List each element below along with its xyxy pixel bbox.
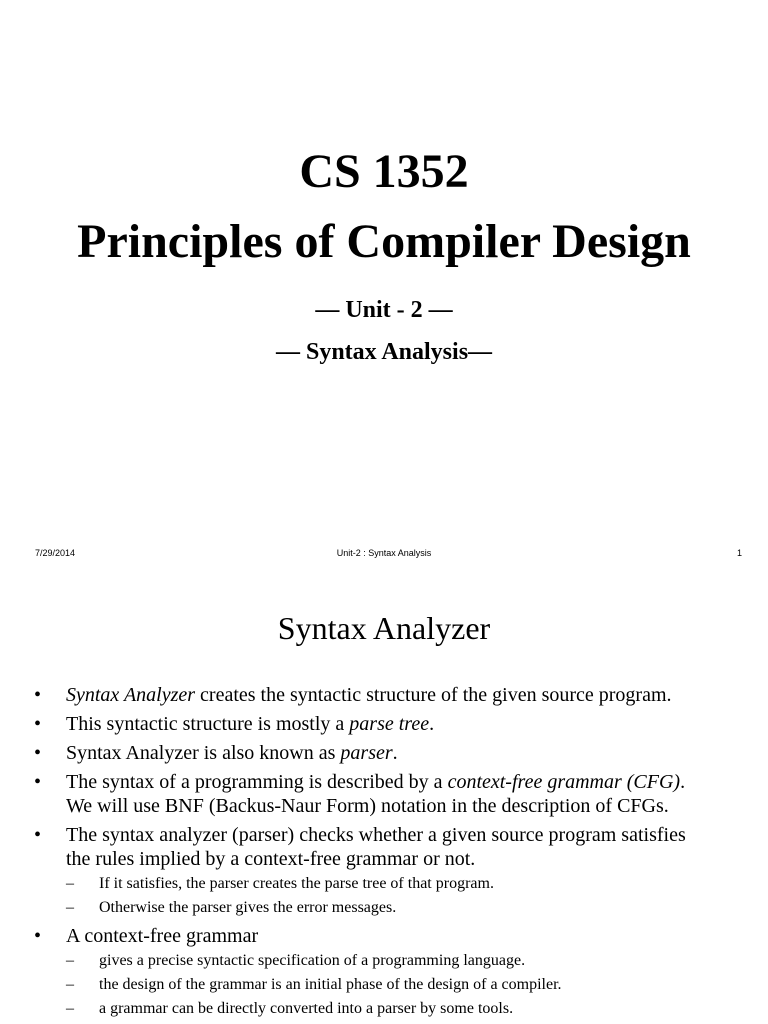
sub-bullet-list [66, 950, 748, 1020]
sub-bullet-text: gives a precise syntactic specification of a programming language. [99, 952, 526, 969]
bullet-text [66, 770, 748, 794]
bullet-icon: • [34, 713, 42, 735]
bullet-text: The syntax analyzer (parser) checks whether a given source program satisfies [66, 824, 686, 846]
sub-bullet-text: If it satisfies, the parser creates the parse tree of that program. [99, 875, 494, 892]
bullet-text [66, 712, 748, 736]
sub-bullet-item [66, 897, 748, 919]
bullet-list [0, 683, 768, 1024]
bullet-item [0, 823, 768, 919]
sub-bullet-item [66, 974, 748, 996]
unit-label: — Unit - 2 — [315, 297, 453, 323]
dash-icon: – [66, 1000, 74, 1017]
bullet-text [66, 683, 748, 707]
footer-center: Unit-2 : Syntax Analysis [336, 548, 432, 558]
course-name: Principles of Compiler Design [77, 215, 691, 268]
plain-text: Syntax Analyzer is also known as [66, 742, 341, 764]
bullet-text: A context-free grammar [66, 925, 259, 947]
sub-bullet-item [66, 998, 748, 1020]
plain-text: . [392, 742, 398, 764]
bullet-icon: • [34, 925, 42, 947]
sub-bullet-item [66, 950, 748, 972]
sub-bullet-text: the design of the grammar is an initial phase of the design of a compiler. [99, 976, 562, 993]
sub-bullet-list [66, 873, 748, 919]
bullet-icon: • [34, 742, 42, 764]
dash-icon: – [66, 952, 74, 969]
bullet-text [66, 741, 748, 765]
bullet-item [0, 683, 768, 707]
sub-bullet-text: Otherwise the parser gives the error messages. [99, 899, 397, 916]
topic-label: — Syntax Analysis— [275, 339, 493, 365]
bullet-text-continued: the rules implied by a context-free grammar or not. [66, 848, 476, 870]
bullet-item [0, 924, 768, 1020]
emphasis-text: parse tree [349, 713, 430, 735]
bullet-icon: • [34, 684, 42, 706]
sub-bullet-text: a grammar can be directly converted into a parser by some tools. [99, 1000, 514, 1017]
bullet-text-continued: We will use BNF (Backus-Naur Form) notation in the description of CFGs. [66, 795, 669, 817]
bullet-item [0, 712, 768, 736]
footer-date: 7/29/2014 [35, 548, 76, 558]
emphasis-text: context-free grammar (CFG) [447, 771, 681, 793]
bullet-item [0, 741, 768, 765]
slide-title: Syntax Analyzer [277, 610, 491, 646]
emphasis-text: parser [340, 742, 393, 764]
bullet-icon: • [34, 824, 42, 846]
dash-icon: – [66, 976, 74, 993]
course-code: CS 1352 [299, 145, 469, 198]
bullet-icon: • [34, 771, 42, 793]
sub-bullet-item [66, 873, 748, 895]
plain-text: . [680, 771, 686, 793]
plain-text: The syntax of a programming is described by a [66, 771, 448, 793]
plain-text: This syntactic structure is mostly a [66, 713, 350, 735]
dash-icon: – [66, 899, 74, 916]
plain-text: . [429, 713, 435, 735]
bullet-item [0, 770, 768, 818]
content-slide [0, 576, 768, 1024]
footer-page-number: 1 [736, 548, 742, 558]
plain-text: creates the syntactic structure of the given source program. [195, 684, 672, 706]
emphasis-text: Syntax Analyzer [66, 684, 196, 706]
dash-icon: – [66, 875, 74, 892]
